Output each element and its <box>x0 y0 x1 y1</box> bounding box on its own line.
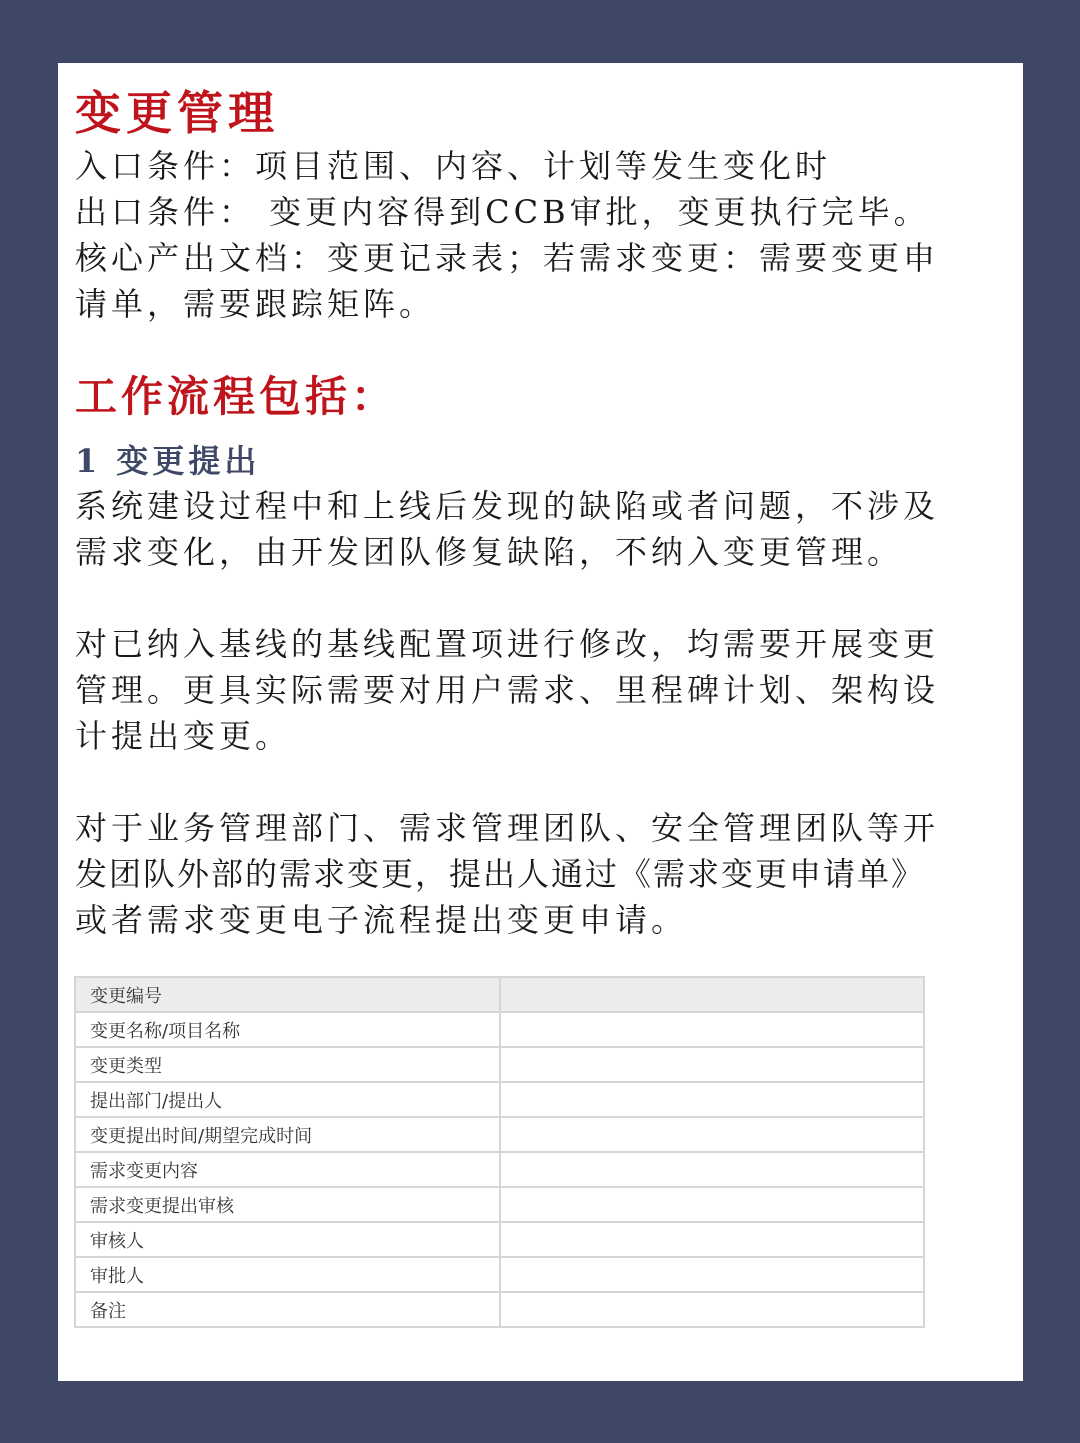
form-row-value[interactable] <box>500 1082 924 1117</box>
form-row <box>75 1047 924 1082</box>
paragraph-gap <box>75 759 1015 805</box>
form-row <box>75 1292 924 1327</box>
form-row-label: 提出部门/提出人 <box>75 1082 500 1117</box>
paragraph-3-line-2: 发团队外部的需求变更，提出人通过《需求变更申请单》 <box>75 855 926 893</box>
core-output-line-2: 请单，需要跟踪矩阵。 <box>75 285 436 323</box>
form-row <box>75 1152 924 1187</box>
form-row-label: 变更编号 <box>75 977 500 1012</box>
section-title: 工作流程包括： <box>75 372 398 421</box>
subsection-title: 1 变更提出 <box>75 442 261 480</box>
form-row <box>75 1117 924 1152</box>
paragraph-gap <box>75 575 1015 621</box>
form-row-value[interactable] <box>500 1012 924 1047</box>
form-row-label: 需求变更内容 <box>75 1152 500 1187</box>
form-row-value[interactable] <box>500 1117 924 1152</box>
form-row <box>75 977 924 1012</box>
form-row-label: 变更名称/项目名称 <box>75 1012 500 1047</box>
form-row <box>75 1082 924 1117</box>
form-row <box>75 1012 924 1047</box>
form-row-value[interactable] <box>500 1047 924 1082</box>
form-row <box>75 1257 924 1292</box>
paragraph-2-line-1: 对已纳入基线的基线配置项进行修改，均需要开展变更 <box>75 625 940 663</box>
paragraph-1-line-1: 系统建设过程中和上线后发现的缺陷或者问题，不涉及 <box>75 487 940 525</box>
paragraph-2-line-2: 管理。更具实际需要对用户需求、里程碑计划、架构设 <box>75 671 940 709</box>
paragraph-1-line-2: 需求变化，由开发团队修复缺陷，不纳入变更管理。 <box>75 533 904 571</box>
form-row <box>75 1187 924 1222</box>
paragraph-3-line-3: 或者需求变更电子流程提出变更申请。 <box>75 901 688 939</box>
form-row-value[interactable] <box>500 1187 924 1222</box>
exit-condition: 出口条件： 变更内容得到CCB审批，变更执行完毕。 <box>75 193 930 231</box>
form-row <box>75 1222 924 1257</box>
form-row-label: 变更提出时间/期望完成时间 <box>75 1117 500 1152</box>
form-row-label: 变更类型 <box>75 1047 500 1082</box>
core-output-line-1: 核心产出文档：变更记录表；若需求变更：需要变更申 <box>75 239 940 277</box>
entry-condition: 入口条件：项目范围、内容、计划等发生变化时 <box>75 147 832 185</box>
form-row-value[interactable] <box>500 1152 924 1187</box>
change-request-form <box>74 976 925 1328</box>
form-row-label: 审核人 <box>75 1222 500 1257</box>
form-row-value[interactable] <box>500 1257 924 1292</box>
paragraph-2-line-3: 计提出变更。 <box>75 717 292 755</box>
form-row-value[interactable] <box>500 1292 924 1327</box>
form-row-label: 备注 <box>75 1292 500 1327</box>
form-row-value[interactable] <box>500 977 924 1012</box>
paragraph-3-line-1: 对于业务管理部门、需求管理团队、安全管理团队等开 <box>75 809 940 847</box>
document-content <box>75 83 1015 943</box>
document-card <box>58 63 1023 1381</box>
page-title: 变更管理 <box>75 86 279 140</box>
form-row-value[interactable] <box>500 1222 924 1257</box>
form-row-label: 需求变更提出审核 <box>75 1187 500 1222</box>
form-row-label: 审批人 <box>75 1257 500 1292</box>
